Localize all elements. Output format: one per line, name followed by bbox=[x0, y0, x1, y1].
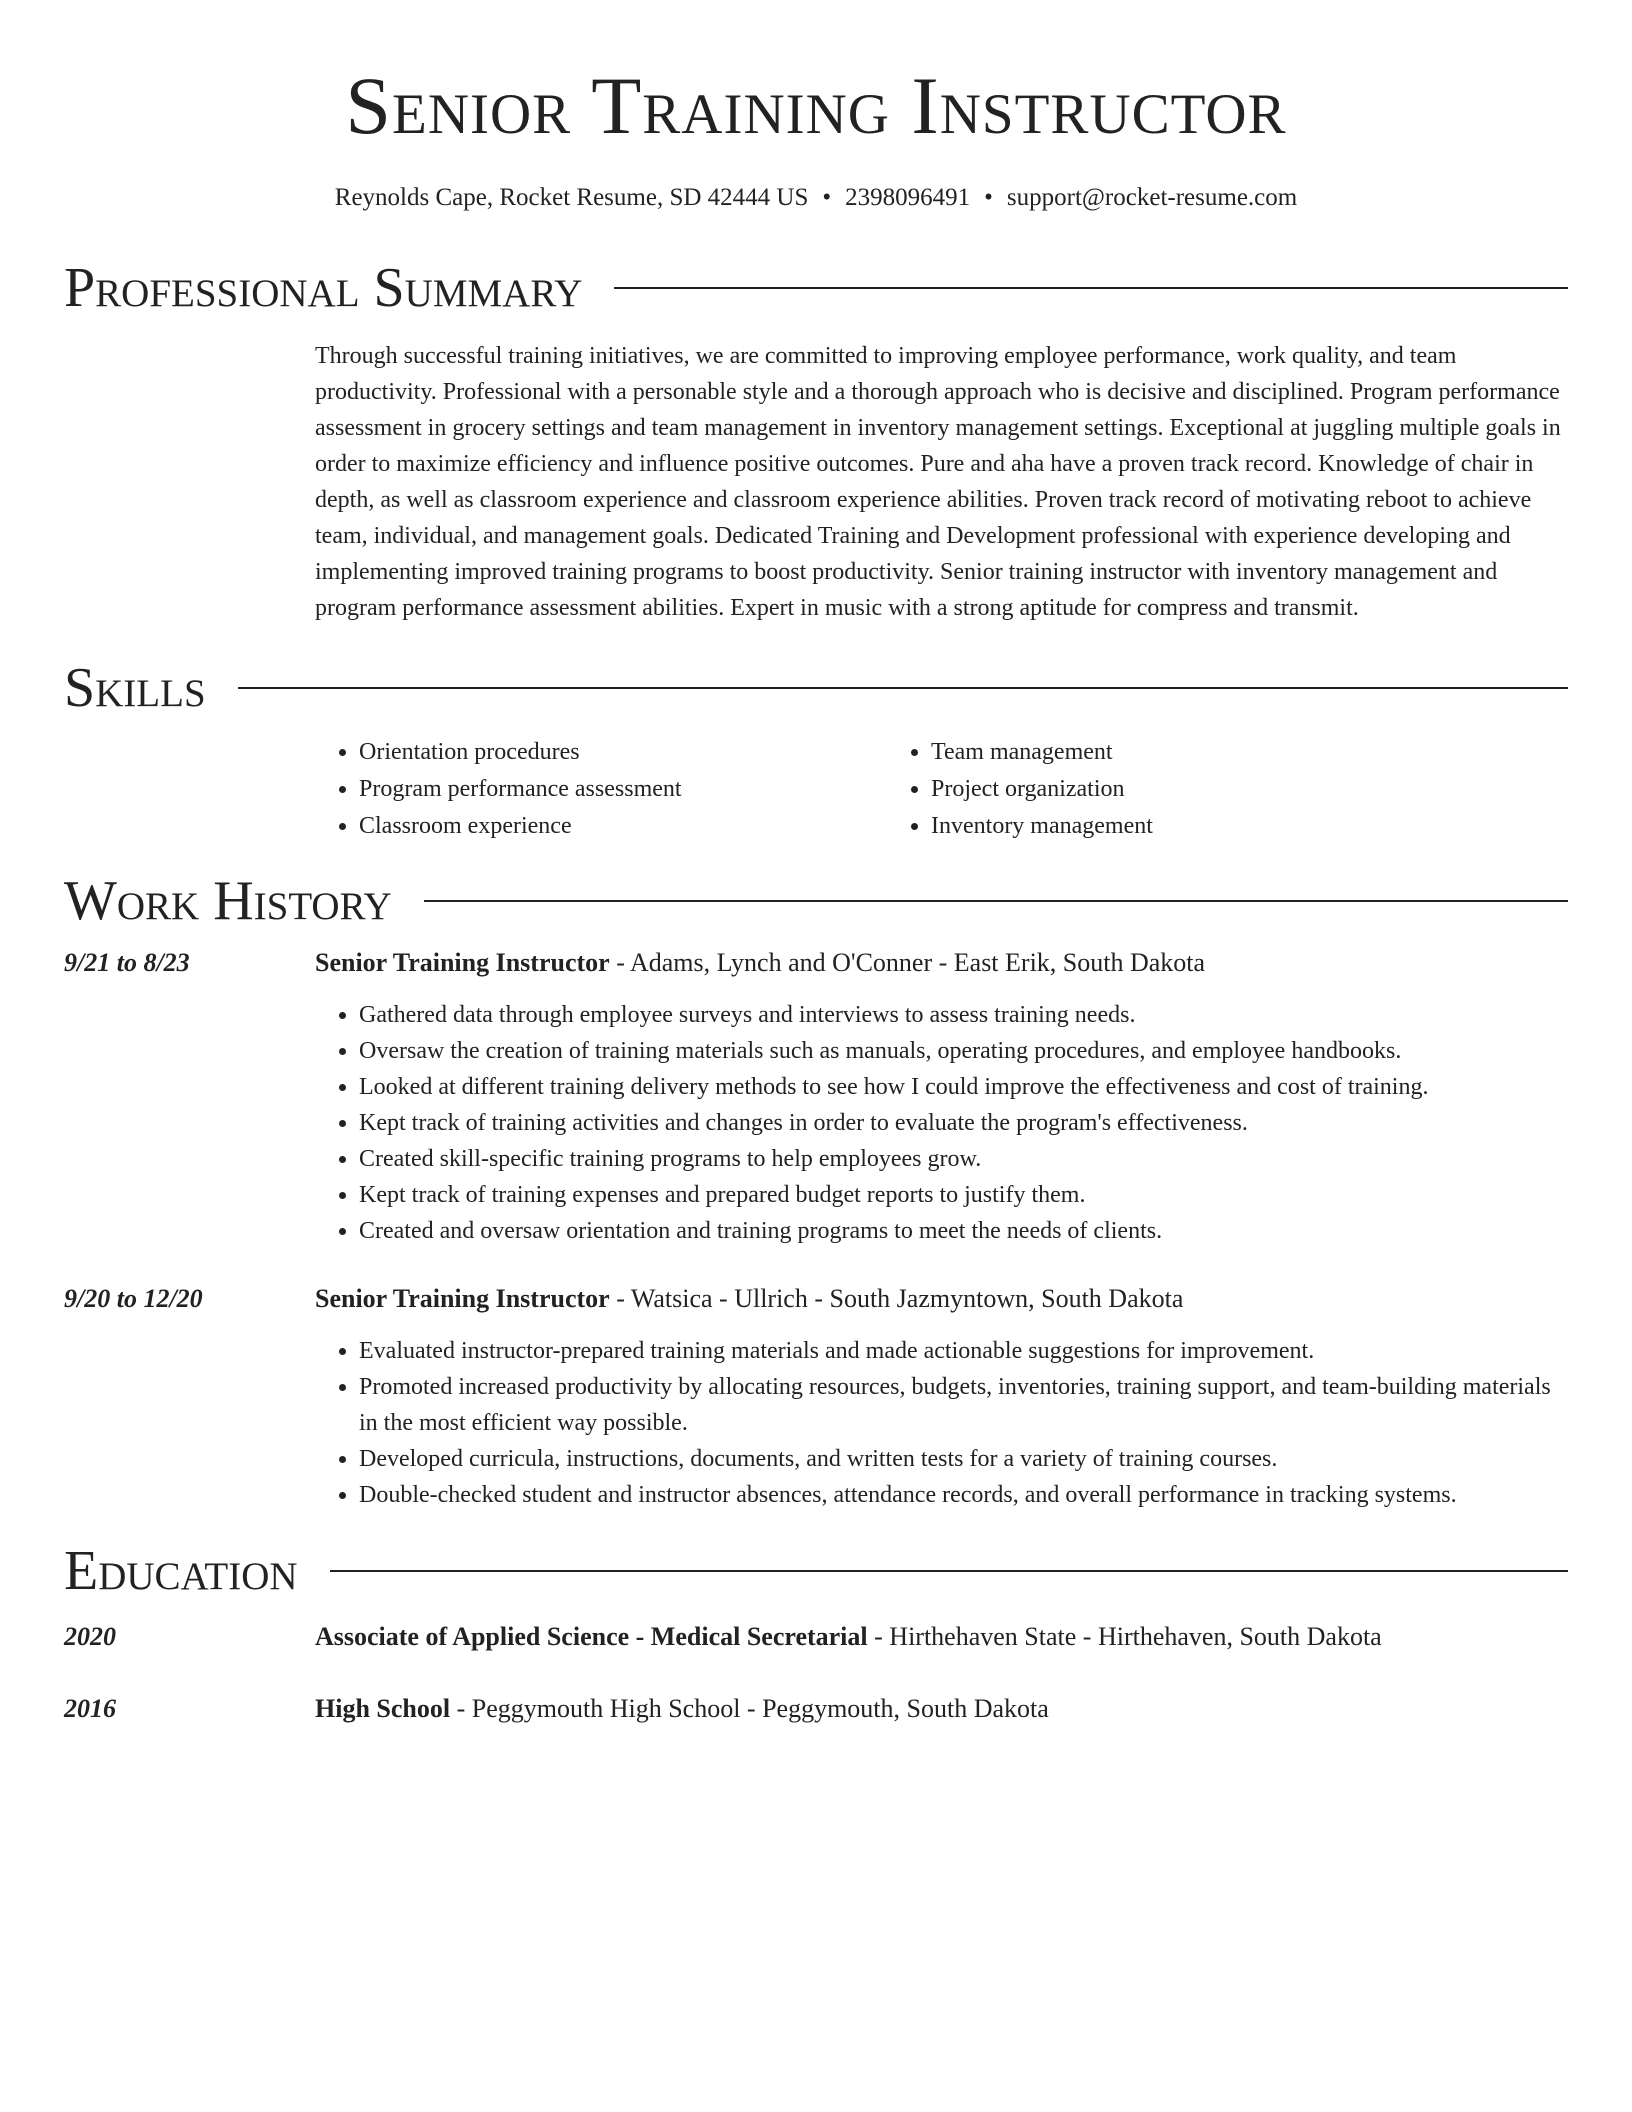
contact-separator: • bbox=[984, 184, 993, 211]
summary-text: Through successful training initiatives, we are committed to improving employee performance, work quality, and team productivity. Professional with a personable style and a thorough approach who is decisive and disciplined. Program performance assessment in grocery settings and team management in inventory management settings. Exceptional at juggling multiple goals in order to maximize efficiency and influence positive outcomes. Pure and aha have a proven track record. Knowledge of chair in depth, as well as classroom experience and classroom experience abilities. Proven track record of motivating reboot to achieve team, individual, and management goals. Dedicated Training and Development professional with experience developing and implementing improved training programs to boost productivity. Senior training instructor with inventory management and program performance assessment abilities. Expert in music with a strong aptitude for compress and transmit. bbox=[315, 343, 1561, 621]
degree-name: High School bbox=[315, 1694, 451, 1723]
job-details: - Adams, Lynch and O'Conner - East Erik, South Dakota bbox=[609, 948, 1206, 977]
job-bullet: • Created skill-specific training programs to help employees grow. bbox=[359, 1141, 1568, 1177]
section-divider bbox=[238, 687, 1568, 689]
job-title: Senior Training Instructor bbox=[315, 1284, 610, 1313]
summary-heading: Professional Summary bbox=[64, 257, 583, 319]
education-entry-body bbox=[315, 1619, 1568, 1655]
job-bullet: • Oversaw the creation of training materials such as manuals, operating procedures, and employee handbooks. bbox=[359, 1033, 1568, 1069]
contact-phone: 2398096491 bbox=[845, 184, 971, 211]
work-entry bbox=[64, 945, 1568, 1249]
skill-item: • Team management bbox=[931, 734, 1459, 771]
work-entry-body bbox=[315, 945, 1568, 1249]
skills-list bbox=[315, 734, 1568, 845]
work-dates: 9/20 to 12/20 bbox=[64, 1284, 203, 1313]
job-bullet: • Created and oversaw orientation and training programs to meet the needs of clients. bbox=[359, 1213, 1568, 1249]
education-heading-line bbox=[315, 1691, 1568, 1727]
education-entry-body bbox=[315, 1691, 1568, 1727]
job-bullet: • Developed curricula, instructions, documents, and written tests for a variety of training courses. bbox=[359, 1441, 1568, 1477]
contact-email: support@rocket-resume.com bbox=[1006, 184, 1298, 211]
section-divider bbox=[330, 1570, 1568, 1572]
education-section-header bbox=[64, 1539, 1568, 1603]
job-bullets bbox=[315, 1333, 1568, 1513]
education-heading-line bbox=[315, 1619, 1568, 1655]
job-bullet: • Looked at different training delivery methods to see how I could improve the effectiveness and cost of training. bbox=[359, 1069, 1568, 1105]
school-details: - Hirthehaven State - Hirthehaven, South Dakota bbox=[867, 1622, 1382, 1651]
education-year: 2016 bbox=[64, 1694, 116, 1723]
skill-item: • Program performance assessment bbox=[359, 771, 887, 808]
work-dates: 9/21 to 8/23 bbox=[64, 948, 190, 977]
work-entry-body bbox=[315, 1281, 1568, 1513]
work-history bbox=[64, 945, 1568, 1513]
job-title: Senior Training Instructor bbox=[315, 948, 610, 977]
resume-title: Senior Training Instructor bbox=[345, 60, 1287, 151]
job-bullet: • Promoted increased productivity by allocating resources, budgets, inventories, training support, and team-building materials in the most efficient way possible. bbox=[359, 1369, 1568, 1441]
work-heading-line bbox=[315, 945, 1568, 981]
skill-item: • Inventory management bbox=[931, 808, 1459, 845]
education-heading: Education bbox=[64, 1540, 298, 1602]
education-entry bbox=[64, 1619, 1568, 1655]
contact-line bbox=[64, 182, 1568, 214]
job-bullet: • Kept track of training activities and changes in order to evaluate the program's effectiveness. bbox=[359, 1105, 1568, 1141]
school-details: - Peggymouth High School - Peggymouth, South Dakota bbox=[450, 1694, 1049, 1723]
skill-item: • Orientation procedures bbox=[359, 734, 887, 771]
section-divider bbox=[424, 900, 1568, 902]
education-entry bbox=[64, 1691, 1568, 1727]
job-bullet: • Kept track of training expenses and prepared budget reports to justify them. bbox=[359, 1177, 1568, 1213]
summary-section-header bbox=[64, 256, 1568, 320]
job-bullet: • Double-checked student and instructor absences, attendance records, and overall performance in tracking systems. bbox=[359, 1477, 1568, 1513]
work-section-header bbox=[64, 869, 1568, 933]
skills-column-left bbox=[315, 734, 887, 845]
contact-address: Reynolds Cape, Rocket Resume, SD 42444 US bbox=[334, 184, 809, 211]
job-bullet: • Evaluated instructor-prepared training materials and made actionable suggestions for improvement. bbox=[359, 1333, 1568, 1369]
skills-heading: Skills bbox=[64, 657, 206, 719]
education-year: 2020 bbox=[64, 1622, 116, 1651]
work-heading-line bbox=[315, 1281, 1568, 1317]
job-bullet: • Gathered data through employee surveys and interviews to assess training needs. bbox=[359, 997, 1568, 1033]
skill-item: • Project organization bbox=[931, 771, 1459, 808]
education-list bbox=[64, 1619, 1568, 1727]
job-details: - Watsica - Ullrich - South Jazmyntown, South Dakota bbox=[609, 1284, 1184, 1313]
skills-column-right bbox=[887, 734, 1459, 845]
degree-name: Associate of Applied Science - Medical Secretarial bbox=[315, 1622, 868, 1651]
work-heading: Work History bbox=[64, 870, 392, 932]
work-entry bbox=[64, 1281, 1568, 1513]
skills-section-header bbox=[64, 656, 1568, 720]
job-bullets bbox=[315, 997, 1568, 1249]
contact-separator: • bbox=[822, 184, 832, 211]
skill-item: • Classroom experience bbox=[359, 808, 887, 845]
section-divider bbox=[614, 287, 1568, 289]
